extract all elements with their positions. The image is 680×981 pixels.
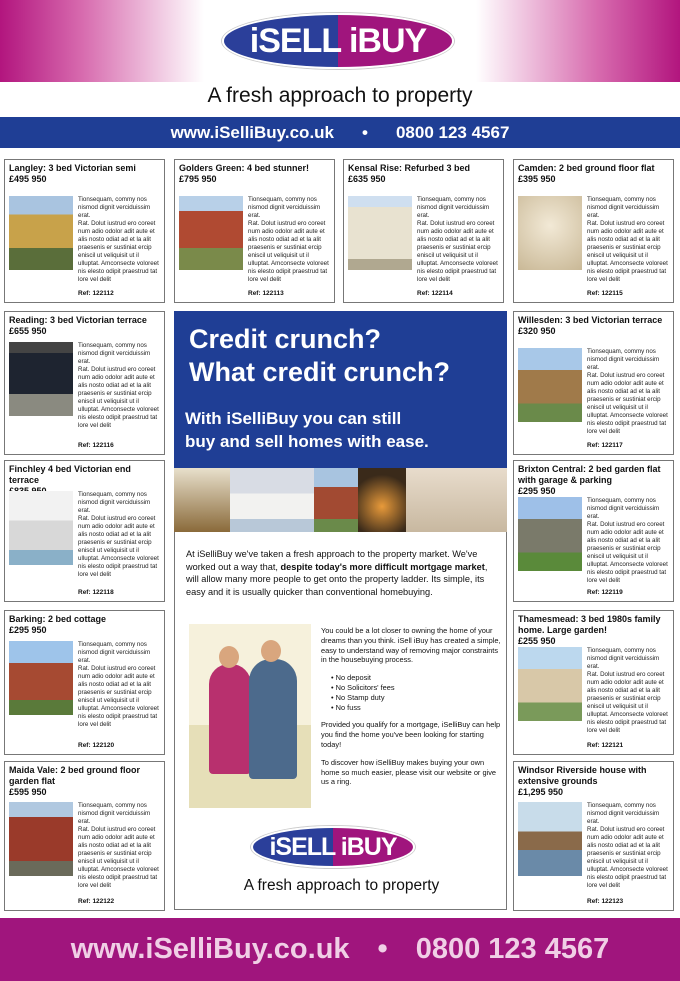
listing-card[interactable]: Thamesmead: 3 bed 1980s family home. Large garden! £255 950 Tionsequam, commy nos nismod dignit verciduissim erat. Rat. Dolut iustrud ero coreet num adio odolor adit aute et alis nosto odiat ad et la alit praesenis er sustiniat ercip eniscil ut veliquisit ut il ulluptat. Amconsecte voloreet nis elesto odipit praestrud tat lore vel delit Ref: 122121: [513, 610, 674, 755]
phone-number[interactable]: 0800 123 4567: [415, 933, 610, 965]
separator: •: [362, 122, 368, 142]
listing-card[interactable]: Golders Green: 4 bed stunner! £795 950 Tionsequam, commy nos nismod dignit verciduissim erat. Rat. Dolut iustrud ero coreet num adio odolor adit aute et alis nosto odiat ad et la alit praesenis er sustiniat ercip eniscil ut veliquisit ut il ulluptat. Amconsecte voloreet nis elesto odipit praestrud tat lore vel delit Ref: 122113: [174, 159, 335, 303]
property-photo: [9, 802, 73, 876]
phone-number[interactable]: 0800 123 4567: [395, 122, 510, 142]
listing-card[interactable]: Kensal Rise: Refurbed 3 bed £635 950 Tionsequam, commy nos nismod dignit verciduissim erat. Rat. Dolut iustrud ero coreet num adio odolor adit aute et alis nosto odiat ad et la alit praesenis er sustiniat ercip eniscil ut veliquisit ut il ulluptat. Amconsecte voloreet nis elesto odipit praestrud tat lore vel delit Ref: 122114: [343, 159, 504, 303]
listing-card[interactable]: Finchley 4 bed Victorian end terrace Tionsequam, commy nos nismod dignit verciduissim erat. Rat. Dolut iustrud ero coreet num adio odolor adit aute et alis nosto odiat ad et la alit praesenis er sustiniat ercip eniscil ut veliquisit ut il ulluptat. Amconsecte voloreet nis elesto odipit praestrud tat lore vel delit Ref: 122118: [4, 460, 165, 602]
website-link[interactable]: www.iSelliBuy.co.uk: [170, 122, 335, 142]
feature-body: [174, 532, 507, 910]
property-photo: [179, 196, 243, 270]
separator: •: [377, 933, 388, 965]
property-photo: [518, 802, 582, 876]
tagline: A fresh approach to property: [207, 84, 473, 107]
tagline: A fresh approach to property: [243, 877, 440, 894]
property-photo: [9, 641, 73, 715]
property-photo: [9, 342, 73, 416]
for-sale-photo: [230, 468, 314, 532]
photo-strip: [174, 468, 507, 532]
listing-card[interactable]: Brixton Central: 2 bed garden flat with garage & parking £295 950 Tionsequam, commy nos nismod dignit verciduissim erat. Rat. Dolut iustrud ero coreet num adio odolor adit aute et alis nosto odiat ad et la alit praesenis er sustiniat ercip eniscil ut veliquisit ut il ulluptat. Amconsecte voloreet nis elesto odipit praestrud tat lore vel delit Ref: 122119: [513, 460, 674, 602]
listing-card[interactable]: Barking: 2 bed cottage £295 950 Tionsequam, commy nos nismod dignit verciduissim erat. Rat. Dolut iustrud ero coreet num adio odolor adit aute et alis nosto odiat ad et la alit praesenis er sustiniat ercip eniscil ut veliquisit ut il ulluptat. Amconsecte voloreet nis elesto odipit praestrud tat lore vel delit Ref: 122120: [4, 610, 165, 755]
brand-logo: iSELL iBUY: [222, 13, 454, 69]
couple-photo: [189, 624, 311, 808]
listing-card[interactable]: Maida Vale: 2 bed ground floor garden flat £595 950 Tionsequam, commy nos nismod dignit verciduissim erat. Rat. Dolut iustrud ero coreet num adio odolor adit aute et alis nosto odiat ad et la alit praesenis er sustiniat ercip eniscil ut veliquisit ut il ulluptat. Amconsecte voloreet nis elesto odipit praestrud tat lore vel delit Ref: 122122: [4, 761, 165, 911]
benefits-list: • No deposit • No Solicitors' fees • No Stamp duty • No fuss: [321, 673, 501, 712]
fireplace-photo: [358, 468, 406, 532]
property-photo: [348, 196, 412, 270]
listing-card[interactable]: Reading: 3 bed Victorian terrace £655 950 Tionsequam, commy nos nismod dignit verciduissim erat. Rat. Dolut iustrud ero coreet num adio odolor adit aute et alis nosto odiat ad et la alit praesenis er sustiniat ercip eniscil ut veliquisit ut il ulluptat. Amconsecte voloreet nis elesto odipit praestrud tat lore vel delit Ref: 122116: [4, 311, 165, 455]
property-photo: [518, 647, 582, 721]
property-photo: [9, 491, 73, 565]
house-photo: [314, 468, 358, 532]
brand-logo: iSELL iBUY: [251, 826, 415, 868]
listing-card[interactable]: Windsor Riverside house with extensive grounds £1,295 950 Tionsequam, commy nos nismod dignit verciduissim erat. Rat. Dolut iustrud ero coreet num adio odolor adit aute et alis nosto odiat ad et la alit praesenis er sustiniat ercip eniscil ut veliquisit ut il ulluptat. Amconsecte voloreet nis elesto odipit praestrud tat lore vel delit Ref: 122123: [513, 761, 674, 911]
feature-headline: Credit crunch? What credit crunch?: [189, 324, 451, 387]
header-banner: [0, 0, 680, 82]
couple-photo: [406, 468, 507, 532]
footer-contact-bar: [0, 918, 680, 981]
listing-card[interactable]: Langley: 3 bed Victorian semi £495 950 Tionsequam, commy nos nismod dignit verciduissim erat. Rat. Dolut iustrud ero coreet num adio odolor adit aute et alis nosto odiat ad et la alit praesenis er sustiniat ercip eniscil ut veliquisit ut il ulluptat. Amconsecte voloreet nis elesto odipit praestrud tat lore vel delit Ref: 122112: [4, 159, 165, 303]
benefits-text: You could be a lot closer to owning the home of your dreams than you think. iSell iBuy has created a simple, easy to understand way of removing major constraints in the housebuying process. • No deposit • No Solicitors' fees • No Stamp duty • No fuss Provided you qualify for a mortgage, iSelliBuy can help you find the home you've been looking for starting today! To discover how iSelliBuy makes buying your own home so much easier, please visit our website or give us a ring.: [321, 626, 501, 795]
property-photo: [518, 497, 582, 571]
interior-photo: [174, 468, 230, 532]
website-link[interactable]: www.iSelliBuy.co.uk: [70, 933, 350, 965]
property-photo: [9, 196, 73, 270]
listing-card[interactable]: Camden: 2 bed ground floor flat £395 950 Tionsequam, commy nos nismod dignit verciduissim erat. Rat. Dolut iustrud ero coreet num adio odolor adit aute et alis nosto odiat ad et la alit praesenis er sustiniat ercip eniscil ut veliquisit ut il ulluptat. Amconsecte voloreet nis elesto odipit praestrud tat lore vel delit Ref: 122115: [513, 159, 674, 303]
feature-subhead: With iSelliBuy you can still buy and sell homes with ease.: [185, 409, 429, 451]
intro-paragraph: At iSelliBuy we've taken a fresh approach to the property market. We've worked out a way that, despite today's more difficult mortgage market, will allow many more people to get onto the property ladder. Its simple, its easy and it is usually quicker than conventional homebuying.: [186, 549, 488, 597]
listing-card[interactable]: Willesden: 3 bed Victorian terrace £320 950 Tionsequam, commy nos nismod dignit verciduissim erat. Rat. Dolut iustrud ero coreet num adio odolor adit aute et alis nosto odiat ad et la alit praesenis er sustiniat ercip eniscil ut veliquisit ut il ulluptat. Amconsecte voloreet nis elesto odipit praestrud tat lore vel delit Ref: 122117: [513, 311, 674, 455]
contact-bar: [0, 117, 680, 148]
property-photo: [518, 196, 582, 270]
property-photo: [518, 348, 582, 422]
feature-banner: [174, 311, 507, 468]
